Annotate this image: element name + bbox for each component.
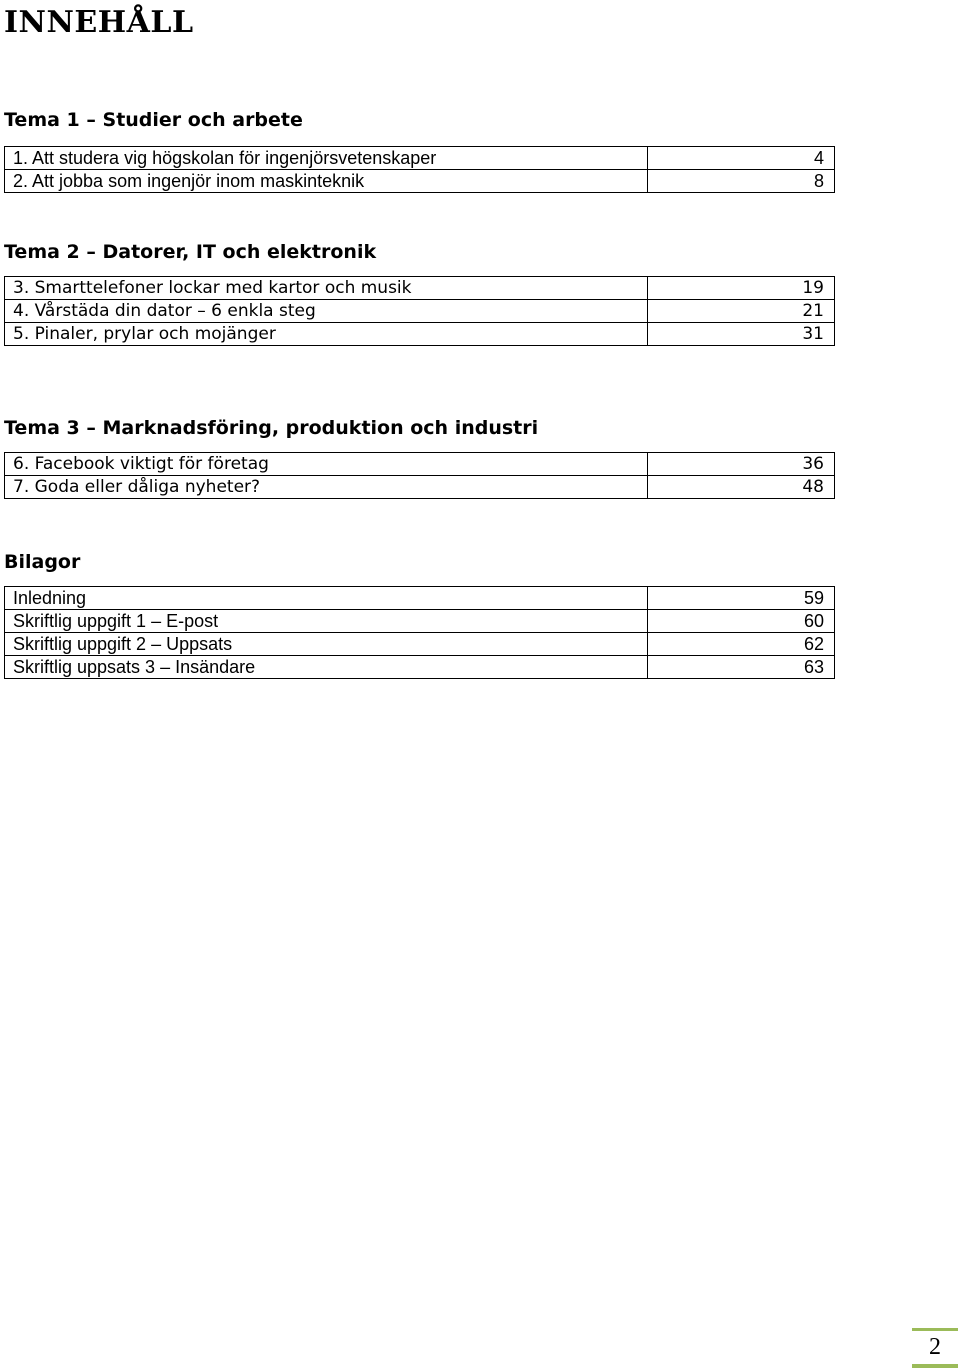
toc-table-bilagor bbox=[4, 586, 835, 679]
toc-row[interactable] bbox=[5, 277, 835, 300]
section-heading-tema-2: Tema 2 – Datorer, IT och elektronik bbox=[4, 241, 377, 263]
toc-entry-label: 2. Att jobba som ingenjör inom maskinteknik bbox=[5, 170, 648, 193]
toc-entry-page: 62 bbox=[648, 633, 835, 656]
toc-entry-label: 3. Smarttelefoner lockar med kartor och musik bbox=[5, 277, 648, 300]
section-heading-tema-1: Tema 1 – Studier och arbete bbox=[4, 109, 303, 131]
toc-row[interactable] bbox=[5, 147, 835, 170]
toc-entry-label: 7. Goda eller dåliga nyheter? bbox=[5, 476, 648, 499]
toc-row[interactable] bbox=[5, 300, 835, 323]
toc-entry-page: 31 bbox=[648, 323, 835, 346]
toc-entry-page: 36 bbox=[648, 453, 835, 476]
toc-entry-label: Skriftlig uppgift 1 – E-post bbox=[5, 610, 648, 633]
page-number-box bbox=[912, 1328, 958, 1368]
toc-row[interactable] bbox=[5, 170, 835, 193]
toc-entry-page: 60 bbox=[648, 610, 835, 633]
toc-row[interactable] bbox=[5, 610, 835, 633]
toc-row[interactable] bbox=[5, 656, 835, 679]
toc-entry-label: 1. Att studera vig högskolan för ingenjörsvetenskaper bbox=[5, 147, 648, 170]
toc-entry-label: 5. Pinaler, prylar och mojänger bbox=[5, 323, 648, 346]
toc-table-tema-2 bbox=[4, 276, 835, 346]
toc-entry-page: 63 bbox=[648, 656, 835, 679]
toc-entry-page: 48 bbox=[648, 476, 835, 499]
toc-entry-page: 4 bbox=[648, 147, 835, 170]
page-number-bar-top bbox=[912, 1328, 958, 1331]
toc-entry-page: 8 bbox=[648, 170, 835, 193]
toc-entry-label: Skriftlig uppgift 2 – Uppsats bbox=[5, 633, 648, 656]
toc-row[interactable] bbox=[5, 587, 835, 610]
toc-table-tema-1 bbox=[4, 146, 835, 193]
toc-entry-page: 19 bbox=[648, 277, 835, 300]
toc-title: INNEHÅLL bbox=[4, 5, 194, 40]
toc-row[interactable] bbox=[5, 476, 835, 499]
toc-entry-page: 21 bbox=[648, 300, 835, 323]
toc-table-tema-3 bbox=[4, 452, 835, 499]
toc-row[interactable] bbox=[5, 633, 835, 656]
toc-entry-label: 4. Vårstäda din dator – 6 enkla steg bbox=[5, 300, 648, 323]
toc-row[interactable] bbox=[5, 323, 835, 346]
page-number: 2 bbox=[929, 1334, 941, 1360]
toc-entry-page: 59 bbox=[648, 587, 835, 610]
section-heading-bilagor: Bilagor bbox=[4, 551, 81, 573]
toc-entry-label: Inledning bbox=[5, 587, 648, 610]
toc-entry-label: Skriftlig uppsats 3 – Insändare bbox=[5, 656, 648, 679]
toc-entry-label: 6. Facebook viktigt för företag bbox=[5, 453, 648, 476]
toc-row[interactable] bbox=[5, 453, 835, 476]
page-number-bar-bottom bbox=[912, 1364, 958, 1368]
section-heading-tema-3: Tema 3 – Marknadsföring, produktion och industri bbox=[4, 417, 539, 439]
